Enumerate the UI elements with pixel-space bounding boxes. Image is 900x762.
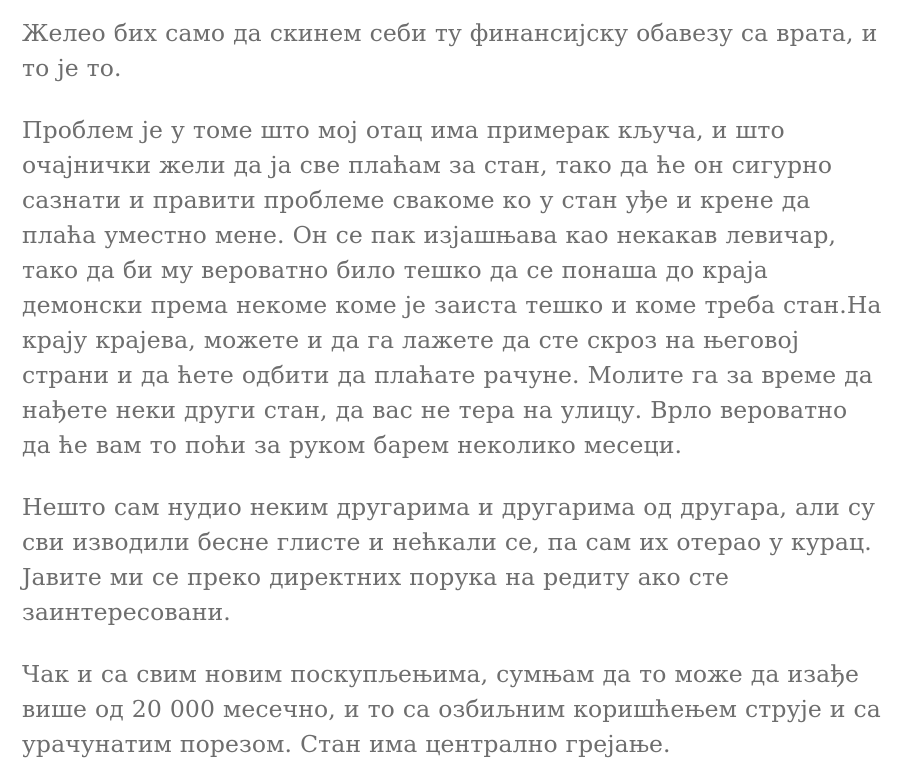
paragraph-2: Проблем је у томе што мој отац има примерак кључа, и што очајнички жели да ја све плаћам за стан, тако да ће он сигурно сазнати и правити проблеме свакоме ко у стан уђе и крене да плаћа уместно мене. Он се пак изјашњава као некакав левичар, тако да би му вероватно било тешко да се понаша до краја демонски према некоме коме је заиста тешко и коме треба стан.На крају крајева, можете и да га лажете да сте скроз на његовој страни и да ћете одбити да плаћате рачуне. Молите га за време да нађете неки други стан, да вас не тера на улицу. Врло вероватно да ће вам то поћи за руком барем неколико месеци.: [22, 116, 882, 459]
paragraph-4: Чак и са свим новим поскупљењима, сумњам да то може да изађе више од 20 000 месечно, и то са озбиљним коришћењем струје и са урачунатим порезом. Стан има централно грејање.: [22, 660, 881, 758]
paragraph-3: Нешто сам нудио неким другарима и другарима од другара, али су сви изводили бесне глисте и нећкали се, па сам их отерао у курац. Јавите ми се преко директних порука на редиту ако сте заинтересовани.: [22, 493, 876, 626]
paragraph-1: Желео бих само да скинем себи ту финансијску обавезу са врата, и то је то.: [22, 19, 878, 82]
